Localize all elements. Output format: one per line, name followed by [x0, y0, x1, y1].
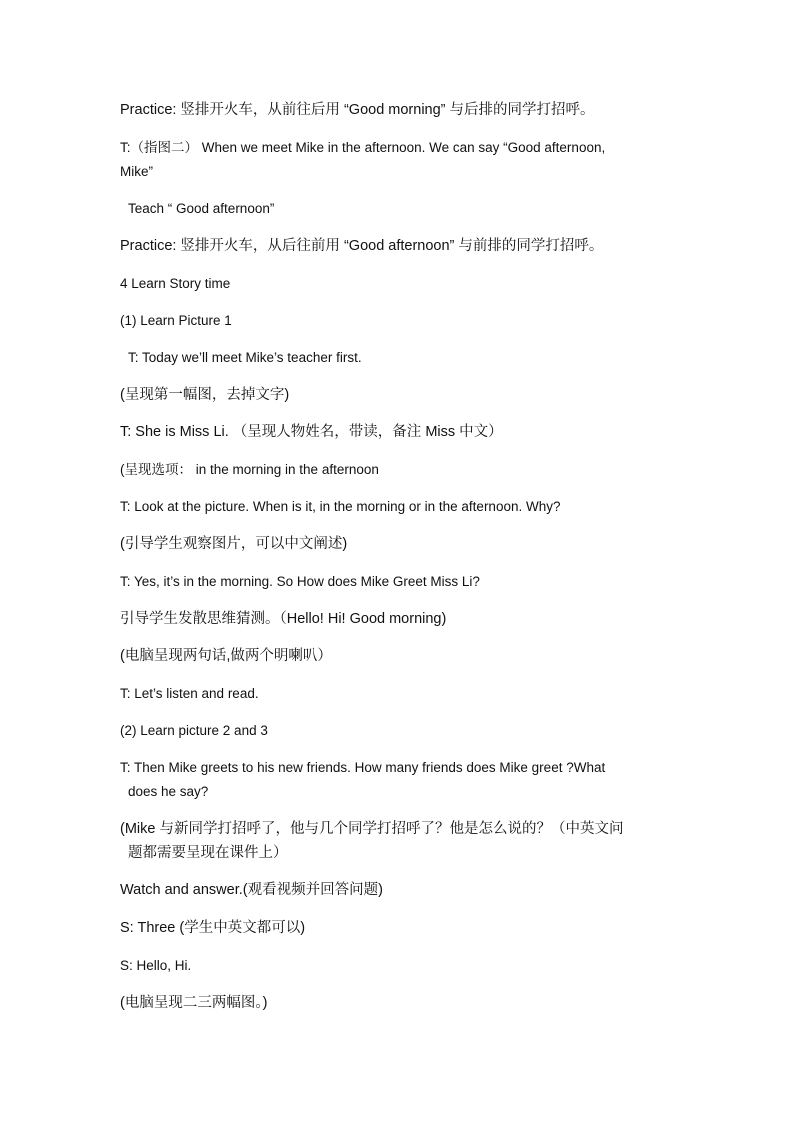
practice-line-afternoon: Practice: 竖排开火车，从后往前用 “Good afternoon” 与前排的同学打招呼。 — [120, 238, 604, 254]
teacher-line-meet-teacher: T: Today we’ll meet Mike’s teacher first. — [128, 350, 362, 365]
student-line-hello: S: Hello, Hi. — [120, 958, 192, 973]
teach-line: Teach “ Good afternoon” — [128, 201, 275, 216]
teacher-line-question: T: Look at the picture. When is it, in the morning or in the afternoon. Why? — [120, 499, 561, 514]
teacher-line-greet: T: Yes, it’s in the morning. So How does Mike Greet Miss Li? — [120, 574, 480, 589]
note-line-guess: 引导学生发散思维猜测。（Hello! Hi! Good morning) — [120, 611, 447, 627]
note-line-mike-greets-cont: 题都需要呈现在课件上） — [128, 845, 288, 861]
teacher-line-afternoon: T:（指图二） When we meet Mike in the afternoon. We can say “Good afternoon, — [120, 140, 606, 155]
teacher-line-afternoon-cont: Mike” — [120, 164, 153, 179]
note-line-observe: (引导学生观察图片，可以中文阐述) — [120, 536, 348, 552]
note-line-mike-greets: (Mike 与新同学打招呼了，他与几个同学打招呼了？他是怎么说的？（中英文问 — [120, 821, 624, 837]
section-heading-story-time: 4 Learn Story time — [120, 276, 231, 291]
note-line-show-picture: (呈现第一幅图，去掉文字) — [120, 387, 290, 403]
subsection-heading-picture-1: (1) Learn Picture 1 — [120, 313, 232, 328]
teacher-line-miss-li: T: She is Miss Li. （呈现人物姓名，带读，备注 Miss 中文） — [120, 424, 503, 440]
teacher-line-new-friends-cont: does he say? — [128, 784, 209, 799]
subsection-heading-picture-2-3: (2) Learn picture 2 and 3 — [120, 723, 268, 738]
student-line-three: S: Three (学生中英文都可以) — [120, 920, 306, 936]
practice-line-morning: Practice: 竖排开火车，从前往后用 “Good morning” 与后排的同学打招呼。 — [120, 102, 595, 118]
instruction-line-watch: Watch and answer.(观看视频并回答问题) — [120, 882, 383, 898]
note-line-show-pictures-2-3: (电脑呈现二三两幅图。) — [120, 995, 268, 1011]
teacher-line-listen: T: Let’s listen and read. — [120, 686, 259, 701]
note-line-two-sentences: (电脑呈现两句话,做两个明喇叭） — [120, 648, 332, 664]
teacher-line-new-friends: T: Then Mike greets to his new friends. How many friends does Mike greet ?What — [120, 760, 606, 775]
note-line-options: (呈现选项： in the morning in the afternoon — [120, 462, 379, 477]
